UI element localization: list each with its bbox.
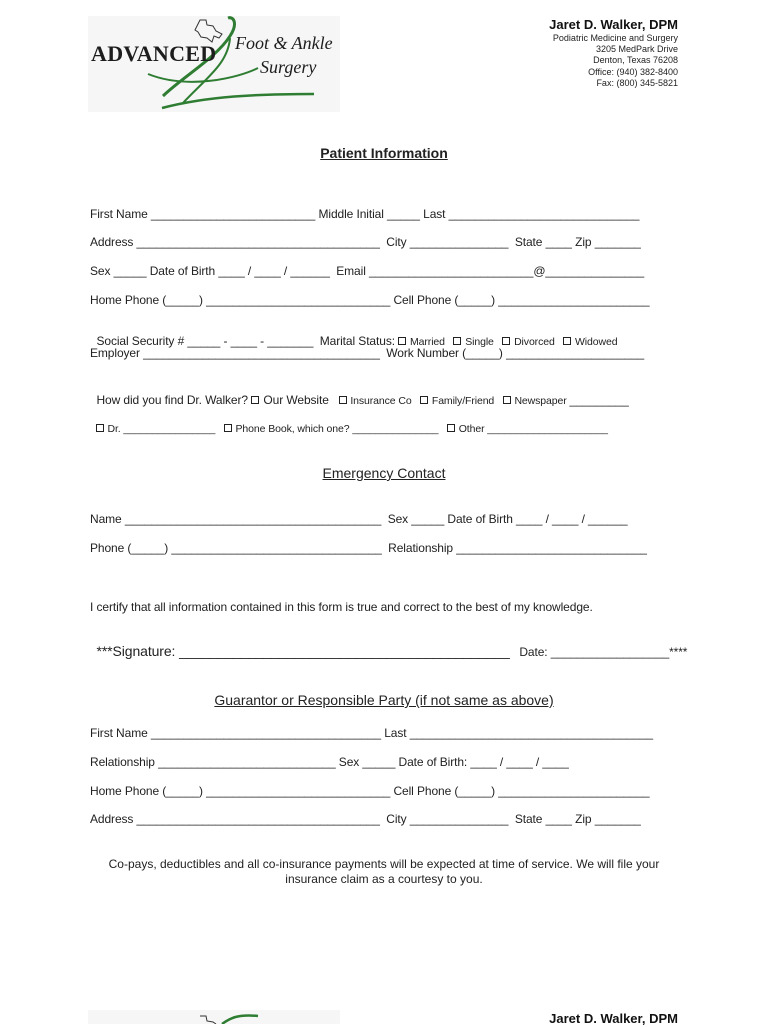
signature-field[interactable]: ***Signature: ___________________________________________ [96,643,510,659]
divorced-label: Divorced [514,336,555,348]
fax-line: Fax: (800) 345-5821 [596,77,678,88]
guarantor-relationship-line[interactable]: Relationship ___________________________ Sex _____ Date of Birth: ____ / ____ / ____ [90,755,569,769]
specialty-line: Podiatric Medicine and Surgery [552,33,678,43]
signature-date-line [90,629,687,659]
widowed-label: Widowed [575,336,618,348]
street-line: 3205 MedPark Drive [595,44,678,55]
emergency-phone-line[interactable]: Phone (_____) ________________________________ Relationship _____________________________ [90,541,647,555]
ssn-marital-label[interactable]: Social Security # _____ - ____ - _______ Marital Status: [96,334,399,348]
newspaper-blank[interactable]: _________ [569,393,629,407]
referral-question: How did you find Dr. Walker? [96,393,252,407]
guarantor-name-line[interactable]: First Name ___________________________________ Last _____________________________________ [90,726,653,740]
divorced-checkbox[interactable] [502,337,510,345]
other-label[interactable]: Other _____________________ [458,423,608,435]
emergency-name-line[interactable]: Name _______________________________________ Sex _____ Date of Birth ____ / ____ / ______ [90,512,628,526]
doctor-name: Jaret D. Walker, DPM [549,17,678,32]
dr-referral-label[interactable]: Dr. ________________ [107,423,216,435]
patient-sex-dob-email-line[interactable]: Sex _____ Date of Birth ____ / ____ / ______ Email _________________________@_______________ [90,264,645,278]
patient-employer-line[interactable]: Employer ____________________________________ Work Number (_____) _____________________ [90,346,645,360]
referral-source-line-2 [90,411,608,435]
website-checkbox[interactable] [251,396,259,404]
patient-address-line[interactable]: Address _____________________________________ City _______________ State ____ Zip _______ [90,235,641,249]
single-label: Single [465,336,494,348]
newspaper-checkbox[interactable] [503,396,511,404]
guarantor-address-line[interactable]: Address _____________________________________ City _______________ State ____ Zip _______ [90,812,641,826]
referral-source-line [90,379,629,407]
other-checkbox[interactable] [447,424,455,432]
logo-word-surgery: Surgery [260,57,317,77]
phone-book-label[interactable]: Phone Book, which one? _______________ [235,423,439,435]
guarantor-phone-line[interactable]: Home Phone (_____) ____________________________ Cell Phone (_____) _______________________ [90,784,650,798]
practice-logo [88,16,340,112]
logo-word-advanced: ADVANCED [91,41,217,66]
patient-information-title: Patient Information [320,145,448,161]
practice-contact-block [549,17,678,89]
patient-ssn-marital-line [90,320,618,348]
city-line: Denton, Texas 76208 [593,55,678,66]
patient-name-line[interactable]: First Name _________________________ Middle Initial _____ Last _____________________________ [90,207,640,221]
dr-referral-checkbox[interactable] [96,424,104,432]
doctor-name-next-page: Jaret D. Walker, DPM [549,1011,678,1026]
certification-statement: I certify that all information contained in this form is true and correct to the best of my knowledge. [90,600,593,614]
website-label: Our Website [263,393,329,407]
patient-phone-line[interactable]: Home Phone (_____) ____________________________ Cell Phone (_____) _______________________ [90,293,650,307]
practice-logo-next-page [88,1010,340,1024]
insurance-checkbox[interactable] [339,396,347,404]
family-friend-checkbox[interactable] [420,396,428,404]
insurance-label: Insurance Co [350,395,412,407]
married-checkbox[interactable] [398,337,406,345]
logo-swoosh-graphic-next-page [88,1010,340,1024]
widowed-checkbox[interactable] [563,337,571,345]
newspaper-label: Newspaper [514,395,567,407]
payment-policy-note: Co-pays, deductibles and all co-insurance payments will be expected at time of service. We will file your insurance claim as a courtesy to you. [108,857,660,886]
guarantor-title: Guarantor or Responsible Party (if not same as above) [214,692,554,708]
single-checkbox[interactable] [453,337,461,345]
phone-book-checkbox[interactable] [224,424,232,432]
logo-word-foot-ankle: Foot & Ankle [235,33,333,53]
signature-date-field[interactable]: Date: __________________**** [519,645,688,659]
family-friend-label: Family/Friend [431,395,495,407]
office-phone-line: Office: (940) 382-8400 [588,66,678,77]
practice-contact-block-next-page [549,1011,678,1027]
married-label: Married [410,336,445,348]
emergency-contact-title: Emergency Contact [322,465,446,481]
